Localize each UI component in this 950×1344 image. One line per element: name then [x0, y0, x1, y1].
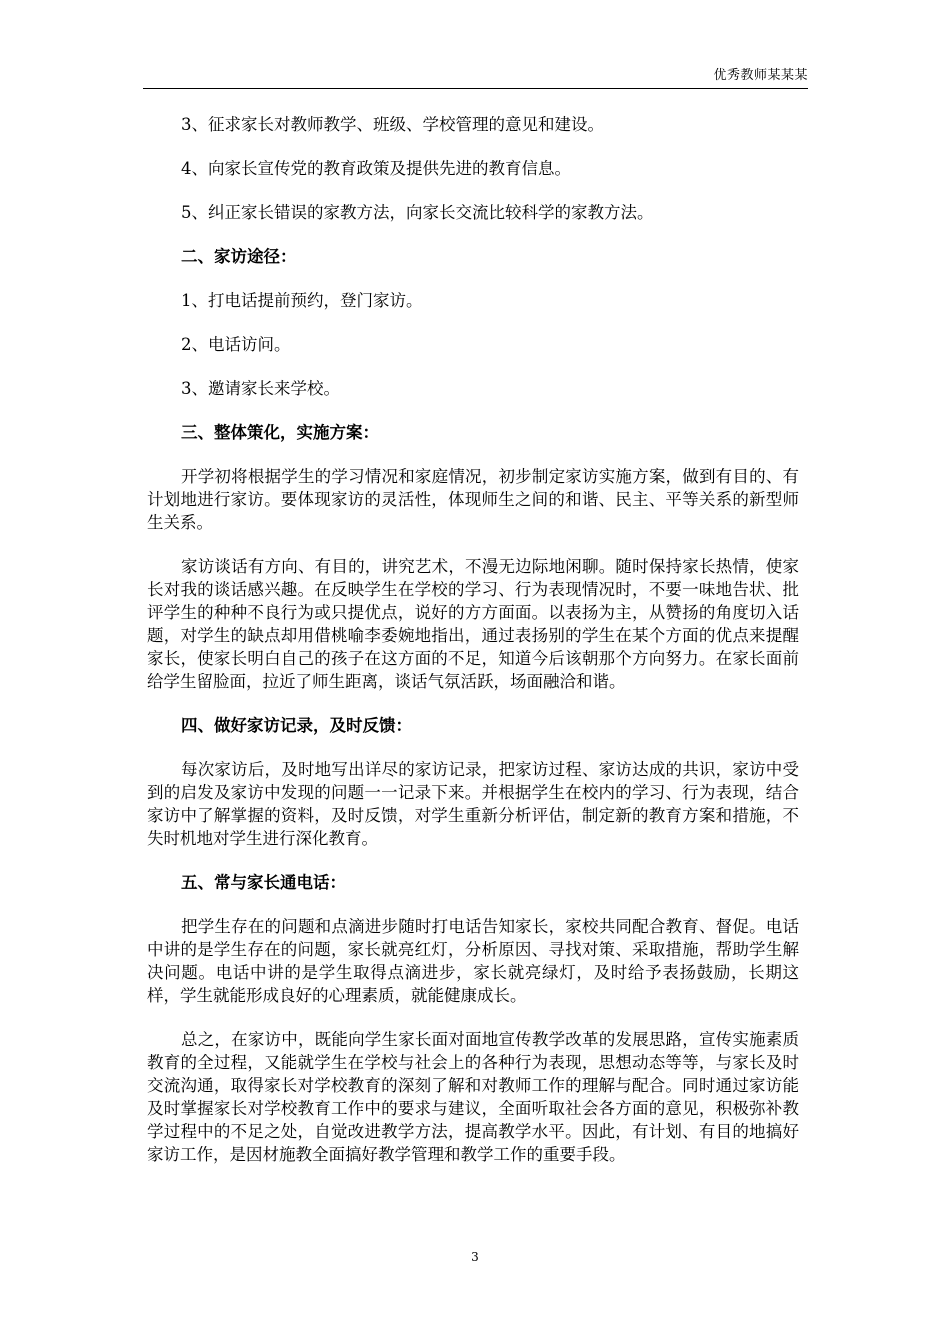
- section-heading: 三、整体策化，实施方案：: [181, 423, 379, 442]
- list-item: 3、征求家长对教师教学、班级、学校管理的意见和建设。: [181, 115, 604, 134]
- paragraph: 家访谈话有方向、有目的，讲究艺术，不漫无边际地闲聊。随时保持家长热情，使家长对我的谈话感兴趣。在反映学生在学校的学习、行为表现情况时，不要一味地告状、批评学生的种种不良行为或只提优点，说好的方方面面。以表扬为主，从赞扬的角度切入话题，对学生的缺点却用借桃喻李委婉地指出，通过表扬别的学生在某个方面的优点来提醒家长，使家长明白自己的孩子在这方面的不足，知道今后该朝那个方向努力。在家长面前给学生留脸面，拉近了师生距离，谈话气氛活跃，场面融洽和谐。: [147, 557, 799, 691]
- header-text: 优秀教师某某某: [713, 68, 808, 83]
- section-heading: 四、做好家访记录，及时反馈：: [181, 716, 412, 735]
- list-item: 4、向家长宣传党的教育政策及提供先进的教育信息。: [181, 159, 571, 178]
- paragraph: 开学初将根据学生的学习情况和家庭情况，初步制定家访实施方案，做到有目的、有计划地进行家访。要体现家访的灵活性，体现师生之间的和谐、民主、平等关系的新型师生关系。: [147, 467, 799, 532]
- page-number: 3: [471, 1250, 479, 1264]
- paragraph: 把学生存在的问题和点滴进步随时打电话告知家长，家校共同配合教育、督促。电话中讲的是学生存在的问题，家长就亮红灯，分析原因、寻找对策、采取措施，帮助学生解决问题。电话中讲的是学生取得点滴进步，家长就亮绿灯，及时给予表扬鼓励，长期这样，学生就能形成良好的心理素质，就能健康成长。: [147, 917, 799, 1005]
- paragraph: 总之，在家访中，既能向学生家长面对面地宣传教学改革的发展思路，宣传实施素质教育的全过程，又能就学生在学校与社会上的各种行为表现，思想动态等等，与家长及时交流沟通，取得家长对学校教育的深刻了解和对教师工作的理解与配合。同时通过家访能及时掌握家长对学校教育工作中的要求与建议，全面听取社会各方面的意见，积极弥补教学过程中的不足之处，自觉改进教学方法，提高教学水平。因此，有计划、有目的地搞好家访工作，是因材施教全面搞好教学管理和教学工作的重要手段。: [147, 1030, 799, 1164]
- document-body: [147, 113, 799, 1187]
- list-item: 5、纠正家长错误的家教方法，向家长交流比较科学的家教方法。: [181, 203, 654, 222]
- section-heading: 五、常与家长通电话：: [181, 873, 346, 892]
- list-item: 2、电话访问。: [181, 335, 291, 354]
- section-heading: 二、家访途径：: [181, 247, 297, 266]
- list-item: 3、邀请家长来学校。: [181, 379, 340, 398]
- paragraph: 每次家访后，及时地写出详尽的家访记录，把家访过程、家访达成的共识，家访中受到的启发及家访中发现的问题一一记录下来。并根据学生在校内的学习、行为表现，结合家访中了解掌握的资料，及时反馈，对学生重新分析评估，制定新的教育方案和措施，不失时机地对学生进行深化教育。: [147, 760, 799, 848]
- page-header: [143, 62, 808, 89]
- list-item: 1、打电话提前预约，登门家访。: [181, 291, 423, 310]
